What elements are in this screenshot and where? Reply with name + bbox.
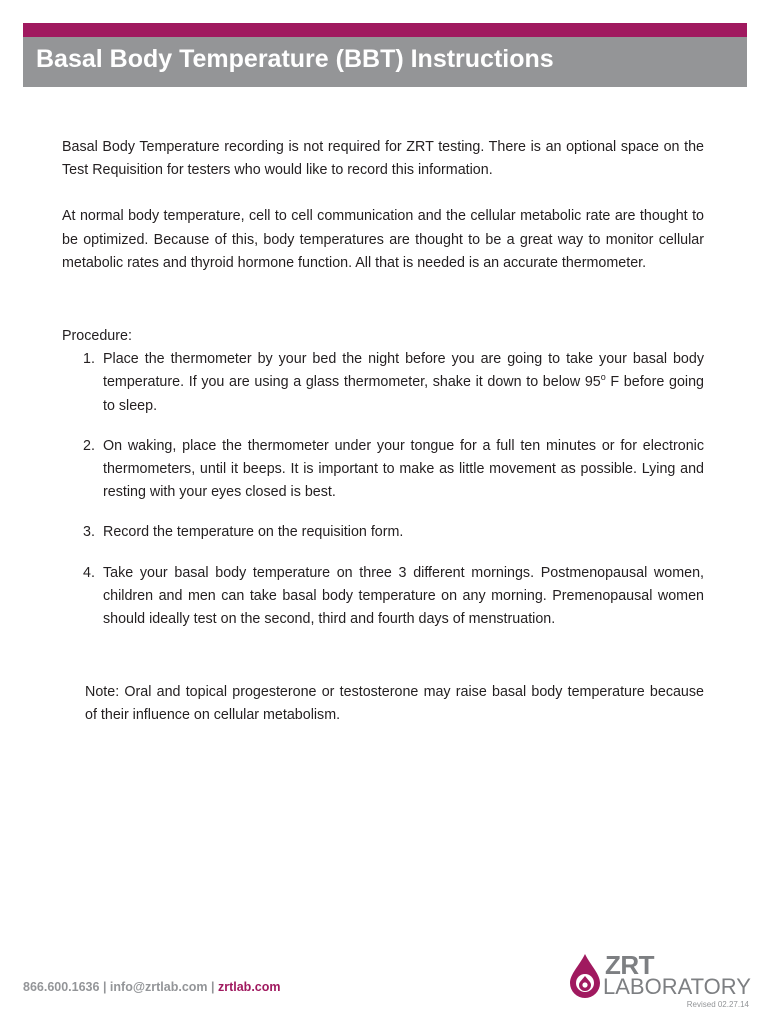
page-title: Basal Body Temperature (BBT) Instructions: [36, 45, 554, 73]
step-number: 3.: [83, 524, 95, 541]
note-paragraph: Note: Oral and topical progesterone or testosterone may raise basal body temperature because of their influence on cellular metabolism.: [85, 684, 704, 724]
phone-number: 866.600.1636: [23, 980, 100, 994]
zrt-drop-logo-icon: [567, 952, 603, 998]
procedure-step-1: [62, 348, 704, 418]
step-text: Record the temperature on the requisition form.: [103, 524, 404, 541]
step-text: On waking, place the thermometer under your tongue for a full ten minutes or for electronic thermometers, until it beeps. It is important to make as little movement as possible. Lying and resting with your eyes closed is best.: [103, 437, 704, 501]
procedure-step-4: [62, 562, 704, 632]
procedure-label: Procedure:: [62, 328, 132, 345]
procedure-steps: [62, 348, 704, 631]
step-number: 1.: [83, 351, 95, 368]
step-number: 4.: [83, 564, 95, 581]
step-text-continued: F before going to sleep.: [103, 374, 704, 414]
zrt-laboratory-logo: [567, 950, 749, 1012]
step-number: 2.: [83, 437, 95, 454]
website-link[interactable]: zrtlab.com: [217, 980, 281, 994]
document-body: [62, 136, 704, 728]
revision-date: Revised 02.27.14: [686, 1000, 749, 1009]
step-text: Place the thermometer by your bed the night before you are going to take your basal body temperature. If you are using a glass thermometer, shake it down to below 95: [103, 351, 704, 391]
procedure-step-2: [62, 435, 704, 505]
title-bar: [23, 23, 747, 87]
intro-paragraph-1: Basal Body Temperature recording is not required for ZRT testing. There is an optional space on the Test Requisition for testers who would like to record this information.: [62, 139, 704, 179]
intro-paragraph-2: At normal body temperature, cell to cell communication and the cellular metabolic rate are thought to be optimized. Because of this, body temperatures are thought to be a great way to monitor cellular metabolic rates and thyroid hormone function. All that is needed is an accurate thermometer.: [62, 208, 704, 271]
separator: |: [99, 980, 110, 994]
procedure-section: [62, 325, 704, 631]
procedure-step-3: [62, 521, 704, 544]
logo-wordmark-bottom: LABORATORY: [603, 974, 751, 999]
footer-contact: [23, 980, 281, 994]
degree-symbol: o: [600, 371, 606, 382]
logo-wordmark-top: ZRT: [605, 950, 655, 980]
separator: |: [207, 980, 218, 994]
step-text: Take your basal body temperature on three 3 different mornings. Postmenopausal women, children and men can take basal body temperature on any morning. Premenopausal women should ideally test on the second, third and fourth days of menstruation.: [103, 564, 704, 628]
email-link[interactable]: info@zrtlab.com: [109, 980, 208, 994]
